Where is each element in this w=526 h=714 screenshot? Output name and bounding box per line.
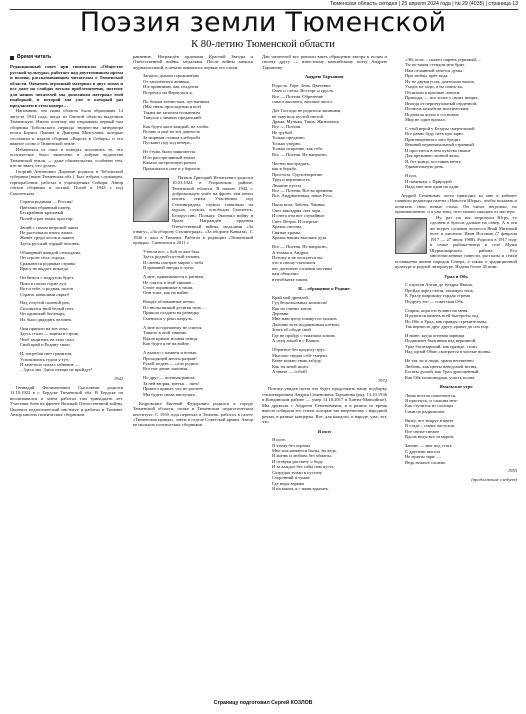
poem-line: Мне поклоняются былы, ты ведь.: [272, 448, 337, 453]
poem-stanza: [20, 351, 123, 373]
poem-line: Тянулся с зимних преданский.: [143, 115, 202, 121]
poem-line: Обратное без продолу-трус,: [272, 347, 327, 353]
poem-line: И заметило сказал забвение —: [20, 362, 80, 367]
poem-line: Ты по-моим стендом мне брит.: [405, 62, 465, 68]
poem-line: Удивительную речь.: [405, 164, 445, 170]
poem-line: Страна родимая — Россия!: [20, 199, 73, 205]
poem-stanza: [405, 443, 517, 465]
poem-line: И из расстрелянный земли: [143, 154, 195, 160]
poem-line: Гуд бескозыльных колоколь!: [272, 300, 328, 306]
poem-title: Урал и Обь: [444, 273, 468, 279]
poem-line: А иначе — собой!: [272, 369, 308, 375]
poem-line: Страна, ковылями окрыт!: [20, 291, 70, 297]
poem-stanza: [272, 347, 387, 374]
poem-line: В травяной звезды и луна.: [143, 265, 194, 271]
poem-line: Сторонний и туман: [272, 475, 310, 481]
poem-line: Я поэт,: [272, 437, 286, 443]
poem-line: Здесь стали — воины в строю,: [20, 331, 80, 337]
poem-line: (Мы снять прохладным и вое): [143, 104, 202, 110]
author-bio: Потому увидев поэта что будет продолжить нашу подборку стихотворением Андрея Семеновича Тарханова (род. 13.10.1936 в Кондинском районе — умер 14.10.2017 в Ханты-Мансийске). Мы дружили с Андреем Семеновичем, и в разное то время вместе собирали его стихи, которые так вперемешку с народной речью, в разные концерты. Вот, для каждого, в народе, уже, тот, что.: [262, 386, 387, 425]
poem-line: Но друг — военная равота,: [143, 375, 196, 381]
poem-line: Потому и не тоскуется ты,: [272, 254, 324, 260]
poem-line: Они тоже, как на войне.: [143, 290, 190, 296]
poem-title: Я поэт: [317, 428, 332, 434]
poem-line: в необъятке таком.: [272, 276, 309, 282]
poem-line: Подругу его — советская Обь.: [405, 298, 465, 304]
poem-line: Драма. Музыка. Тишь. Жизнопись.: [272, 119, 341, 125]
poem-line: Как ты мной ишёл.: [272, 363, 310, 369]
poem-line: Край мой дремлей.: [272, 294, 309, 300]
article-paragraph: Напомним, что наша область была образована 14 августа 1944 года, когда из Омской области выделили Тюменскую. Имено поэтому мы открываем первый том сборника Тобольского периода творчества литератора поэта Бориса Лукина и Дмитрия Мизгулина, которые составили и издали сборник «Ворота в Сибирь» и его важное слово о Тюменской земле.: [10, 108, 123, 147]
poem-line: Не так ли и люди, храня неизменно: [405, 358, 474, 364]
poem-line: Качали застрельную ромли: [143, 160, 196, 166]
column-1: [10, 54, 123, 696]
poem-line: Полночь колыбели мистическим,: [405, 106, 470, 112]
poem-line: смысл высшего, высшие чисел.: [272, 99, 333, 105]
poem-line: Я пол,: [405, 173, 418, 179]
poem-line: Склонился твой белый снег.: [20, 305, 75, 311]
poem-line: как в борьбе.: [272, 166, 298, 172]
poem-line: Любовь, как цветы неведомой весны,: [405, 363, 478, 369]
poem: [405, 57, 517, 170]
poem-line: Свой край и Родину свою.: [20, 342, 71, 348]
poem-line: Здесь родной-пустый таланн,: [143, 254, 200, 260]
poem-line: Знать об обиде свой: [272, 327, 311, 333]
poem-line: За ней вторая, третья… пять!: [143, 380, 200, 386]
author-bio: Пятков Григорий Игнатьевич родился 10.01.1924 в Упоровском районе, Тюменской области. В начале 1942 г. добровольцем ушёл на фронт, там начал писать стихи. Участвовал под Сталинградом, служил танковым на курсах, служил, освободил Смоленск, Белоруссию, Польшу. Окончил войну в Праге. Награждён орденом Отечественной войны, медалями «За отвагу», «За оборону Сталинграда», «За оборону Кавказа». С 1946 г. жил в Тюмени. Работал в редакции «Тюменский правды». Скончался в 2011 г.: [133, 174, 253, 246]
poem-stanza: [143, 325, 253, 347]
poem-line: И снега отм вот случайные.: [272, 213, 326, 219]
poem-line: А мне по-прежнему не спится.: [143, 324, 203, 330]
poem-stanza: [143, 73, 253, 95]
page-title: Поэзия земли Тюменской: [79, 7, 447, 38]
poem-line: Я проснусь, и слышна мне:: [405, 397, 458, 403]
poem-stanza: [405, 393, 517, 415]
poem-line: Старик, коря отступают на меня,: [405, 307, 469, 313]
poem-line: И рушится камень всей быстроты ход.: [405, 313, 480, 319]
poem-line: Сотрудах тумаи в пустоту.: [272, 469, 323, 475]
poem-line: Все свеже-свежее: [405, 428, 440, 434]
poem-line: Как на стиних катов,: [272, 305, 313, 311]
poem-line: Звонй с тамом ветровой чаши: [20, 224, 78, 230]
lead-paragraph: Редакционный совет при тюменском «Обществе русской культуры» работает над двухтомником прозы и поэзии, рассказывающим читателям о Тюменской области. Охватить огромный материал в двух томах и все даже на слайдах весьма проблематично, поэтому для наших читателей мы дополнили материал этой подборкой, в которой мы уже в который раз предлагаем в этом номере…: [10, 64, 123, 108]
poem-line: Мне навстречу плывут из холмов.: [272, 316, 338, 322]
poem-year: 1955: [507, 468, 517, 474]
poem-line: Мир не один пропал.: [405, 116, 446, 122]
poem-line: Все — Поэтия. Не напрасно,: [272, 244, 328, 250]
poem-line: В стволы вязкий десятки пуль…: [143, 304, 206, 310]
poem-line: Заново — мне под стать: [405, 443, 452, 449]
poem-line: Над одной Обью смотрится в чистые волны.: [405, 349, 492, 355]
poem-line: Гимн по радиоволне.: [405, 408, 446, 414]
poem-line: Утекли все, с бой за жиз был.: [143, 248, 201, 254]
poem-line: не тянуться пустой светой.: [272, 113, 325, 119]
poem-line: От запалённого жнивья.: [143, 78, 190, 84]
poem-stanza: [20, 225, 123, 247]
poem-line: Вижу: все вокруг в цвете: [405, 417, 454, 423]
poem-line: Поднимает былинная над вершиной,: [405, 338, 477, 344]
poem-line: Вот и тебе, о родная, полон: [20, 286, 74, 292]
poem-stanza: [20, 250, 123, 272]
poem-line: Живёт среди лесов и пашен: [20, 235, 74, 241]
poem-line: Все равно буду петь про зарю.: [405, 131, 464, 137]
poem-stanza: [20, 275, 123, 297]
poem-line: Он бяться с недругом будет,: [20, 275, 74, 281]
poem-line: Вдали кричит ночная птица,: [143, 335, 198, 341]
poem-line: Бескрайним красивый: [20, 210, 64, 216]
poem-line: Родость. Горе. Земь. Цветение.: [272, 82, 332, 88]
poem-stanza: [405, 282, 517, 304]
poem-line: Где не пройду с тяжёлым ломом,: [272, 332, 336, 338]
poem-line: Я этому без охраны: [272, 442, 310, 448]
poem-stanza: [143, 274, 253, 296]
poem-line: Пришел приказ, что не расчете: [143, 386, 204, 392]
poem-stanza: [405, 173, 517, 189]
poem-line: Деревни: [272, 311, 289, 317]
poem-line: А мне, прижимаются к ратным,: [143, 274, 205, 280]
poem-line: Я на каком, я с нами вдыхать.: [272, 486, 330, 492]
poem-title: И… обращение к Родине:: [298, 286, 351, 292]
poem-line: Сменился у реки патруль.: [143, 315, 193, 321]
poem-stanza: [272, 295, 387, 344]
column-4: [395, 54, 517, 696]
poem-line: Все ног денят запомни…: [143, 366, 192, 372]
poem-stanza: [272, 83, 387, 105]
poem-line: И ныне, когда огневая зарница: [405, 332, 465, 338]
column-3: [262, 54, 387, 696]
poem-line: Так верность друг другу хранят до сих пор.: [405, 323, 490, 329]
poem-line: Как будто мы в каждый, не злобы.: [143, 123, 210, 129]
poem-line: И смены смотрит мирно с неба: [143, 259, 204, 265]
poem-line: Свет завоздрия свет зари.: [272, 207, 322, 213]
poem-line: Их было двадцать человек.: [20, 316, 73, 322]
poem-line: В стаде – смена пастухов,: [405, 423, 455, 429]
poem: [143, 73, 253, 171]
poem-stanza: [405, 418, 517, 440]
poem-line: Вешний первоначальный странный.: [405, 142, 475, 148]
author-bio: Кедровских Евгений Федорович родился в городе Тюменской области, позже в Тюменском педагогическом институте. С 1950 года переехал в Тюмень, работал в газете «Тюменская правда», затем в отделе Советской армии. Автор нескольких поэтических сборников.: [133, 400, 253, 428]
poem-line: Рукой подать — село родное.: [143, 360, 200, 366]
poem-line: С отрогов Алтаи до тундры Ямала,: [405, 282, 473, 288]
poem-year: 1972: [377, 378, 387, 384]
poem-line: Над голубой полевой рек,: [20, 300, 70, 306]
poem-stanza: [143, 375, 253, 397]
author-bio: Георгий Антонович Доронин родился в Тобольской губернии (ныне Тюменская обл.). Был избран, служащим, горнорабочим, работал в учреждениях Сибири. Автор стихов сборника и поэзий. Погиб в 1943 г. под Смоленском.: [10, 168, 123, 196]
poem-line: И простится в нем чувства свыше: [405, 147, 471, 153]
poem-line: С этой верой у Бездны смертельной: [405, 125, 475, 131]
to-be-continued: (продолжение следует): [471, 476, 517, 482]
poem-line: Вокруг обломанные ветки,: [143, 299, 195, 305]
poem-line: Пускают под ход вечера…: [143, 140, 195, 146]
poem-line: Вдоль воды все за морем.: [405, 434, 455, 440]
poem-line: Запахло дымом горьковатым: [143, 73, 199, 79]
poem-line: Проходящей мечты разрыв!: [143, 355, 197, 361]
poem-line: Надо мне мне один на один.: [405, 183, 460, 189]
poem-line: И, погребая свет гранитом,: [20, 351, 73, 357]
poem-line: Пока в глазах горит луч.: [20, 280, 68, 286]
poem: [405, 282, 517, 380]
poem-line: Врагу не выдаст никогда.: [20, 266, 70, 272]
poem-stanza: [20, 300, 123, 322]
poem-line: Ну не двумя усом, доятельно вызов,: [405, 78, 475, 84]
poem-stanza: [20, 326, 123, 348]
poem-line: А вышло с камнем и ночью.: [143, 350, 198, 356]
lead-block: [10, 64, 123, 108]
poem-line: Сражаются родимые страны: [20, 260, 76, 266]
poem-line: нам объяснил: [272, 271, 299, 277]
poem-stanza: [272, 108, 387, 157]
author-bio: Геннадий Филимонович Сысолятин родился 11.10.1922 в г. Бердске Тюменской обл. В Бердске он воспитывался и затем работал там тринадцать лет. Участник боёв на фронте Великой Отечественной войны. Окончил педагогический институт и работал в Тюмени. Автор многих поэтических сборников.: [10, 384, 123, 418]
poem-line: При любви, прёт вода.: [405, 73, 449, 79]
poem-stanza: [272, 437, 387, 492]
poem-line: Я, без конца, поставив мечту: [405, 158, 462, 164]
author-photo: [133, 178, 169, 222]
poem-line: Нам отчаянной хочется думы: [405, 67, 462, 73]
poem-line: Приговоренного зато бредит: [405, 136, 461, 142]
poem-line: Наша игла. Заботы. Чимны.: [272, 202, 326, 208]
poem-line: А отец лихой и с Ваших.: [272, 338, 320, 344]
poem-stanza: [143, 249, 253, 271]
poem-line: Облизали в красные ломоти,: [405, 89, 461, 95]
poem-stanza: [405, 358, 517, 380]
poem-line: Честно выстрадать,: [272, 160, 310, 166]
poem-line: Дальние всех журавлиным клёвом,: [272, 321, 340, 327]
poem-line: Смех и слёзы. Восторг и грусть.: [272, 88, 335, 94]
poem-line: Прилипали к шее и у берегов.: [143, 165, 201, 171]
poem-line: Как будто я не на войне.: [143, 341, 190, 347]
author-bio: Андрей Семёнович часто приходил ко мне в кабинет главного редактора газеты «Новости Югры», чтобы показать и почитать свои новые стихи. Он читал негромко, но проникновенно, и я уже знал, чего можно ожидать от мастера.: [395, 192, 517, 215]
poem-line: И за каждое без сабы нам пусть: [272, 464, 334, 470]
poem-line: Как стучится из столицы: [405, 403, 454, 409]
poem-line: Приходи, — все хочет у своих нищих,: [405, 95, 479, 101]
poem-stanza: [405, 57, 517, 122]
poem-line: Только преданно.: [272, 135, 306, 141]
poem-title: Ямальское утро: [439, 384, 473, 390]
poem-line: Дал Господи не родиться лишними,: [272, 108, 342, 114]
poem-line: Пришла солдаты на разведку: [143, 310, 200, 316]
author-bio: Ну, раз уж мы затронули Югру, то сделаем в бросок дальше на север. А в эти же встреч словами поэтесса Янай Мизовый поэт и писатель Иван Истомин (7 февраля 1917 — 27 июля 1988). Родился в 1917 году в семье рыбака-ненца в селе Мужи Шурышкарского района. Его многочисленные повести, рассказы и стихи посвящены жизни народов Севера, а также о традиционной культуре и родной литературе. Издано более 30 книг.: [395, 215, 517, 270]
poem-line: Они пришли на зов отца,: [20, 325, 69, 331]
poem-line: Свет. Ветры. И спертые.: [272, 218, 320, 224]
column-2: [133, 54, 253, 696]
poem-stanza: [143, 99, 253, 121]
poem-line: Обширный жаждой стиходаны,: [20, 249, 81, 255]
poem-line: Успокоились гудом у тут;: [20, 356, 70, 362]
poem-line: За мирным станом хлебороба: [143, 134, 201, 140]
poem: [143, 249, 253, 397]
poem-line: Ведь нежное сложно.: [405, 459, 447, 465]
poem-line: Богаты душой, как Урал драгоценный,: [405, 369, 480, 375]
poem-line: Только искренне, как себе.: [272, 146, 324, 152]
poem-line: Урал богатырский, как прежде, стоит: [405, 343, 478, 349]
poem-stanza: [272, 244, 387, 282]
poem-line: Цветами убранный шатёр,: [20, 204, 72, 210]
poem-line: К Уралу широкому гордая стремя: [405, 293, 471, 299]
poem-line: Не нужны зари, —: [405, 454, 442, 460]
poem-line: Полей и рек твоих простор.: [20, 215, 74, 221]
poem-line: Но Обь и Урал, как правды стремительны,: [405, 318, 488, 324]
poem-line: Стоит поранимые в тиши,: [143, 285, 194, 291]
issue-meta: Тюменская область сегодня | 25 апреля 2024 года | № 29 (4035) | страница 13: [329, 1, 518, 7]
poem-line: Он строит сёла, города.: [20, 255, 66, 261]
poem-stanza: [143, 350, 253, 372]
poem-line: Только упорно.: [272, 140, 302, 146]
poem-line: Труд и вертинность.: [272, 177, 312, 183]
poem-line: Простота. Одухотворение.: [272, 171, 324, 177]
poem-stanza: [272, 161, 387, 199]
poem: [405, 393, 517, 465]
author-photo: [395, 218, 427, 254]
poem-line: что я спешу-спешился: [272, 260, 316, 266]
poem-line: И жизнь и любовь без обманы,: [272, 453, 332, 459]
poem-line: Пройда через степи, таежную топь,: [405, 287, 474, 293]
poem-line: По белым тленистым, пустынным: [143, 98, 210, 104]
poem-line: Храмы наших высоких душ.: [272, 235, 328, 241]
poem-line: Иногда от перпетуальный сердечной,: [405, 100, 478, 106]
poem-title: Андрею Тарханову: [305, 74, 344, 80]
poem-stanza: [405, 333, 517, 355]
poem-line: Для прежнюю личной жизь,: [405, 153, 460, 159]
poem-stanza: [143, 149, 253, 171]
poem: [272, 295, 387, 375]
poem-line: Вставь и ещё не тот данность: [143, 129, 201, 135]
poem: [272, 83, 387, 282]
poem-line: И отзвуки рассвету о бору.: [272, 458, 324, 464]
poem-line: Святые храмы.: [272, 229, 302, 235]
poem-stanza: [143, 124, 253, 146]
poem-line: Все, Андрюшенька, наша Русь.: [272, 193, 333, 199]
poem-line: Как Обь полноводная, участь полна.: [405, 374, 476, 380]
poem-stanza: [272, 202, 387, 240]
poem-line: Чтоб защитить на этих скал: [20, 336, 74, 342]
poem-stanza: [143, 299, 253, 321]
rubric-label: Время читать: [17, 54, 52, 60]
poem-line: Встречал ты Вернуться я.: [143, 89, 193, 95]
poem-line: Тяжело в этой тишине.: [143, 330, 188, 336]
poem-line: – Здесь мы. Здесь немцы не пройдут!: [20, 367, 93, 373]
poem-line: А только к Андреа.: [272, 249, 310, 255]
poem-line: И помешан, с Природой: [405, 178, 452, 184]
page-subtitle: К 80-летию Тюменской области: [191, 39, 335, 50]
poem-line: Таким же запахом полынным: [143, 109, 200, 115]
poem-line: Храмы сносны,: [272, 224, 303, 230]
poem-line: Уходи, не ходи, а ты опять-ка,: [405, 84, 463, 90]
poem: [405, 173, 517, 189]
article-paragraph: Дан читателей кто решили взять обращение автора к полям и своему другу — известному мансийскому поэту Андрею Тарханову:: [262, 54, 387, 70]
poem-line: Лишь восток пошепчится,: [405, 392, 456, 398]
poem-line: Здесь русский гордый человек.: [20, 240, 81, 246]
article-paragraph: Избавиться от сиих в поводах исполнить то, что поэтическое было включено в добрые ведомства Тюменской земли, — даже обязательство, особенно тем, кто не знает, что делать.: [10, 146, 123, 169]
poem-line: Он одинокий богатырь,: [20, 311, 66, 317]
rubric: [10, 55, 123, 60]
poem: [20, 199, 123, 373]
poem-line: Разве можно твою забуду,: [272, 358, 322, 364]
poem: [272, 437, 387, 492]
poem-stanza: [405, 126, 517, 170]
poem-line: Все — Поэтия. Обретение: [272, 93, 324, 99]
poem-line: нас дополнит словами частями: [272, 265, 332, 271]
poem-line: Не грубой.: [272, 129, 293, 135]
poem-line: Подожгла ясное в сосновых: [405, 111, 460, 117]
poem-line: Где воды взрыва: [272, 480, 304, 486]
poem-line: Не спится в этой тишине…: [143, 279, 196, 285]
poem-stanza: [405, 308, 517, 330]
poem-year: 1942: [113, 376, 123, 382]
poem-line: «Эй, поэт, – скажет парень угрюмый, –: [405, 57, 481, 62]
page-footer-credit: Страницу подготовил Сергей КОЗЛОВ: [213, 700, 313, 706]
poem-line: Мы будем снова наступать.: [143, 391, 196, 397]
poem-line: Все — Поэтия. Не напрасно.: [272, 151, 328, 157]
poem-stanza: [20, 199, 123, 221]
poem-line: Лишние пусты.: [272, 182, 302, 188]
poem-line: Мыстью сведая себе смерчи:: [272, 352, 328, 358]
poem-line: Все — Поэтия.: [272, 124, 302, 130]
article-paragraph: равнение. Награждён орденами Красной Звезды и Отечественной войны, медалями. После войны занялся журналистикой, в печати появились первые его стихи.: [133, 54, 253, 70]
poem-line: Все — Поэтия. Всё во времени.: [272, 187, 334, 193]
poem-line: С другими высота: [405, 448, 441, 454]
rubric-square-icon: [10, 56, 14, 60]
poem-line: И я принимаю, как солдатом: [143, 84, 199, 90]
poem-line: Из стужь были заикомеггы.: [143, 149, 197, 155]
poem-line: Не растолкало иного взмах.: [20, 229, 74, 235]
